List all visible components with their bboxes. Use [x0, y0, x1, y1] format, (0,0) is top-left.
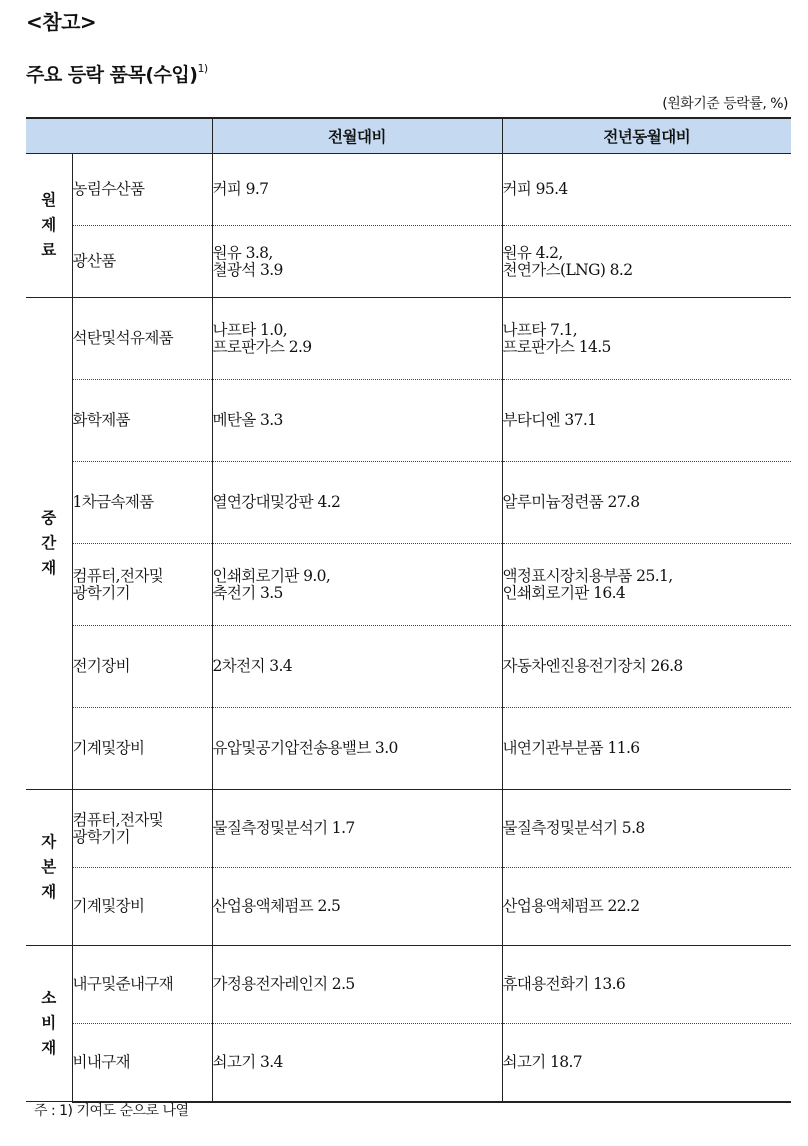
item-cell: 광산품: [72, 226, 212, 298]
yoy-cell: 알루미늄정련품 27.8: [502, 462, 791, 544]
footnote: 주 : 1) 기여도 순으로 나열: [34, 1103, 189, 1119]
table-row: [26, 462, 791, 544]
category-label: 소비재: [41, 989, 57, 1057]
section-heading: <참고>: [26, 10, 97, 34]
table-title: [26, 60, 208, 87]
mom-cell: 쇠고기 3.4: [212, 1024, 502, 1102]
mom-cell: 커피 9.7: [212, 154, 502, 226]
unit-note: (원화기준 등락률, %): [662, 96, 788, 112]
table-row: [26, 298, 791, 380]
item-cell: 내구및준내구재: [72, 946, 212, 1024]
item-cell: 컴퓨터,전자및 광학기기: [72, 790, 212, 868]
yoy-cell: 쇠고기 18.7: [502, 1024, 791, 1102]
yoy-cell: 나프타 7.1, 프로판가스 14.5: [502, 298, 791, 380]
mom-cell: 2차전지 3.4: [212, 626, 502, 708]
mom-cell: 유압및공기압전송용밸브 3.0: [212, 708, 502, 790]
title-footnote-marker: 1): [197, 61, 208, 75]
category-cell: [26, 790, 72, 946]
mom-cell: 원유 3.8, 철광석 3.9: [212, 226, 502, 298]
yoy-cell: 자동차엔진용전기장치 26.8: [502, 626, 791, 708]
yoy-cell: 액정표시장치용부품 25.1, 인쇄회로기판 16.4: [502, 544, 791, 626]
item-cell: 화학제품: [72, 380, 212, 462]
yoy-cell: 부타디엔 37.1: [502, 380, 791, 462]
category-cell: [26, 946, 72, 1102]
table-row: [26, 708, 791, 790]
mom-cell: 산업용액체펌프 2.5: [212, 868, 502, 946]
table-row: [26, 226, 791, 298]
table-row: [26, 544, 791, 626]
yoy-cell: 원유 4.2, 천연가스(LNG) 8.2: [502, 226, 791, 298]
item-cell: 석탄및석유제품: [72, 298, 212, 380]
category-label: 원제료: [41, 191, 57, 259]
table-row: [26, 380, 791, 462]
price-change-table: [26, 117, 791, 1103]
mom-cell: 열연강대및강판 4.2: [212, 462, 502, 544]
header-mom: 전월대비: [212, 118, 502, 154]
item-cell: 비내구재: [72, 1024, 212, 1102]
category-label: 중간재: [41, 509, 57, 577]
header-blank: [26, 118, 212, 154]
table-header-row: [26, 118, 791, 154]
yoy-cell: 산업용액체펌프 22.2: [502, 868, 791, 946]
item-cell: 기계및장비: [72, 708, 212, 790]
yoy-cell: 내연기관부분품 11.6: [502, 708, 791, 790]
item-cell: 기계및장비: [72, 868, 212, 946]
mom-cell: 메탄올 3.3: [212, 380, 502, 462]
yoy-cell: 물질측정및분석기 5.8: [502, 790, 791, 868]
category-cell: [26, 154, 72, 298]
table-title-text: 주요 등락 품목(수입): [26, 64, 198, 86]
item-cell: 전기장비: [72, 626, 212, 708]
table-row: [26, 1024, 791, 1102]
mom-cell: 물질측정및분석기 1.7: [212, 790, 502, 868]
yoy-cell: 휴대용전화기 13.6: [502, 946, 791, 1024]
yoy-cell: 커피 95.4: [502, 154, 791, 226]
table-row: [26, 868, 791, 946]
item-cell: 농림수산품: [72, 154, 212, 226]
header-yoy: 전년동월대비: [502, 118, 791, 154]
mom-cell: 가정용전자레인지 2.5: [212, 946, 502, 1024]
category-cell: [26, 298, 72, 790]
table-row: [26, 626, 791, 708]
table-row: [26, 946, 791, 1024]
category-label: 자본재: [41, 833, 57, 901]
item-cell: 컴퓨터,전자및 광학기기: [72, 544, 212, 626]
item-cell: 1차금속제품: [72, 462, 212, 544]
mom-cell: 인쇄회로기판 9.0, 축전기 3.5: [212, 544, 502, 626]
table-row: [26, 154, 791, 226]
mom-cell: 나프타 1.0, 프로판가스 2.9: [212, 298, 502, 380]
table-row: [26, 790, 791, 868]
